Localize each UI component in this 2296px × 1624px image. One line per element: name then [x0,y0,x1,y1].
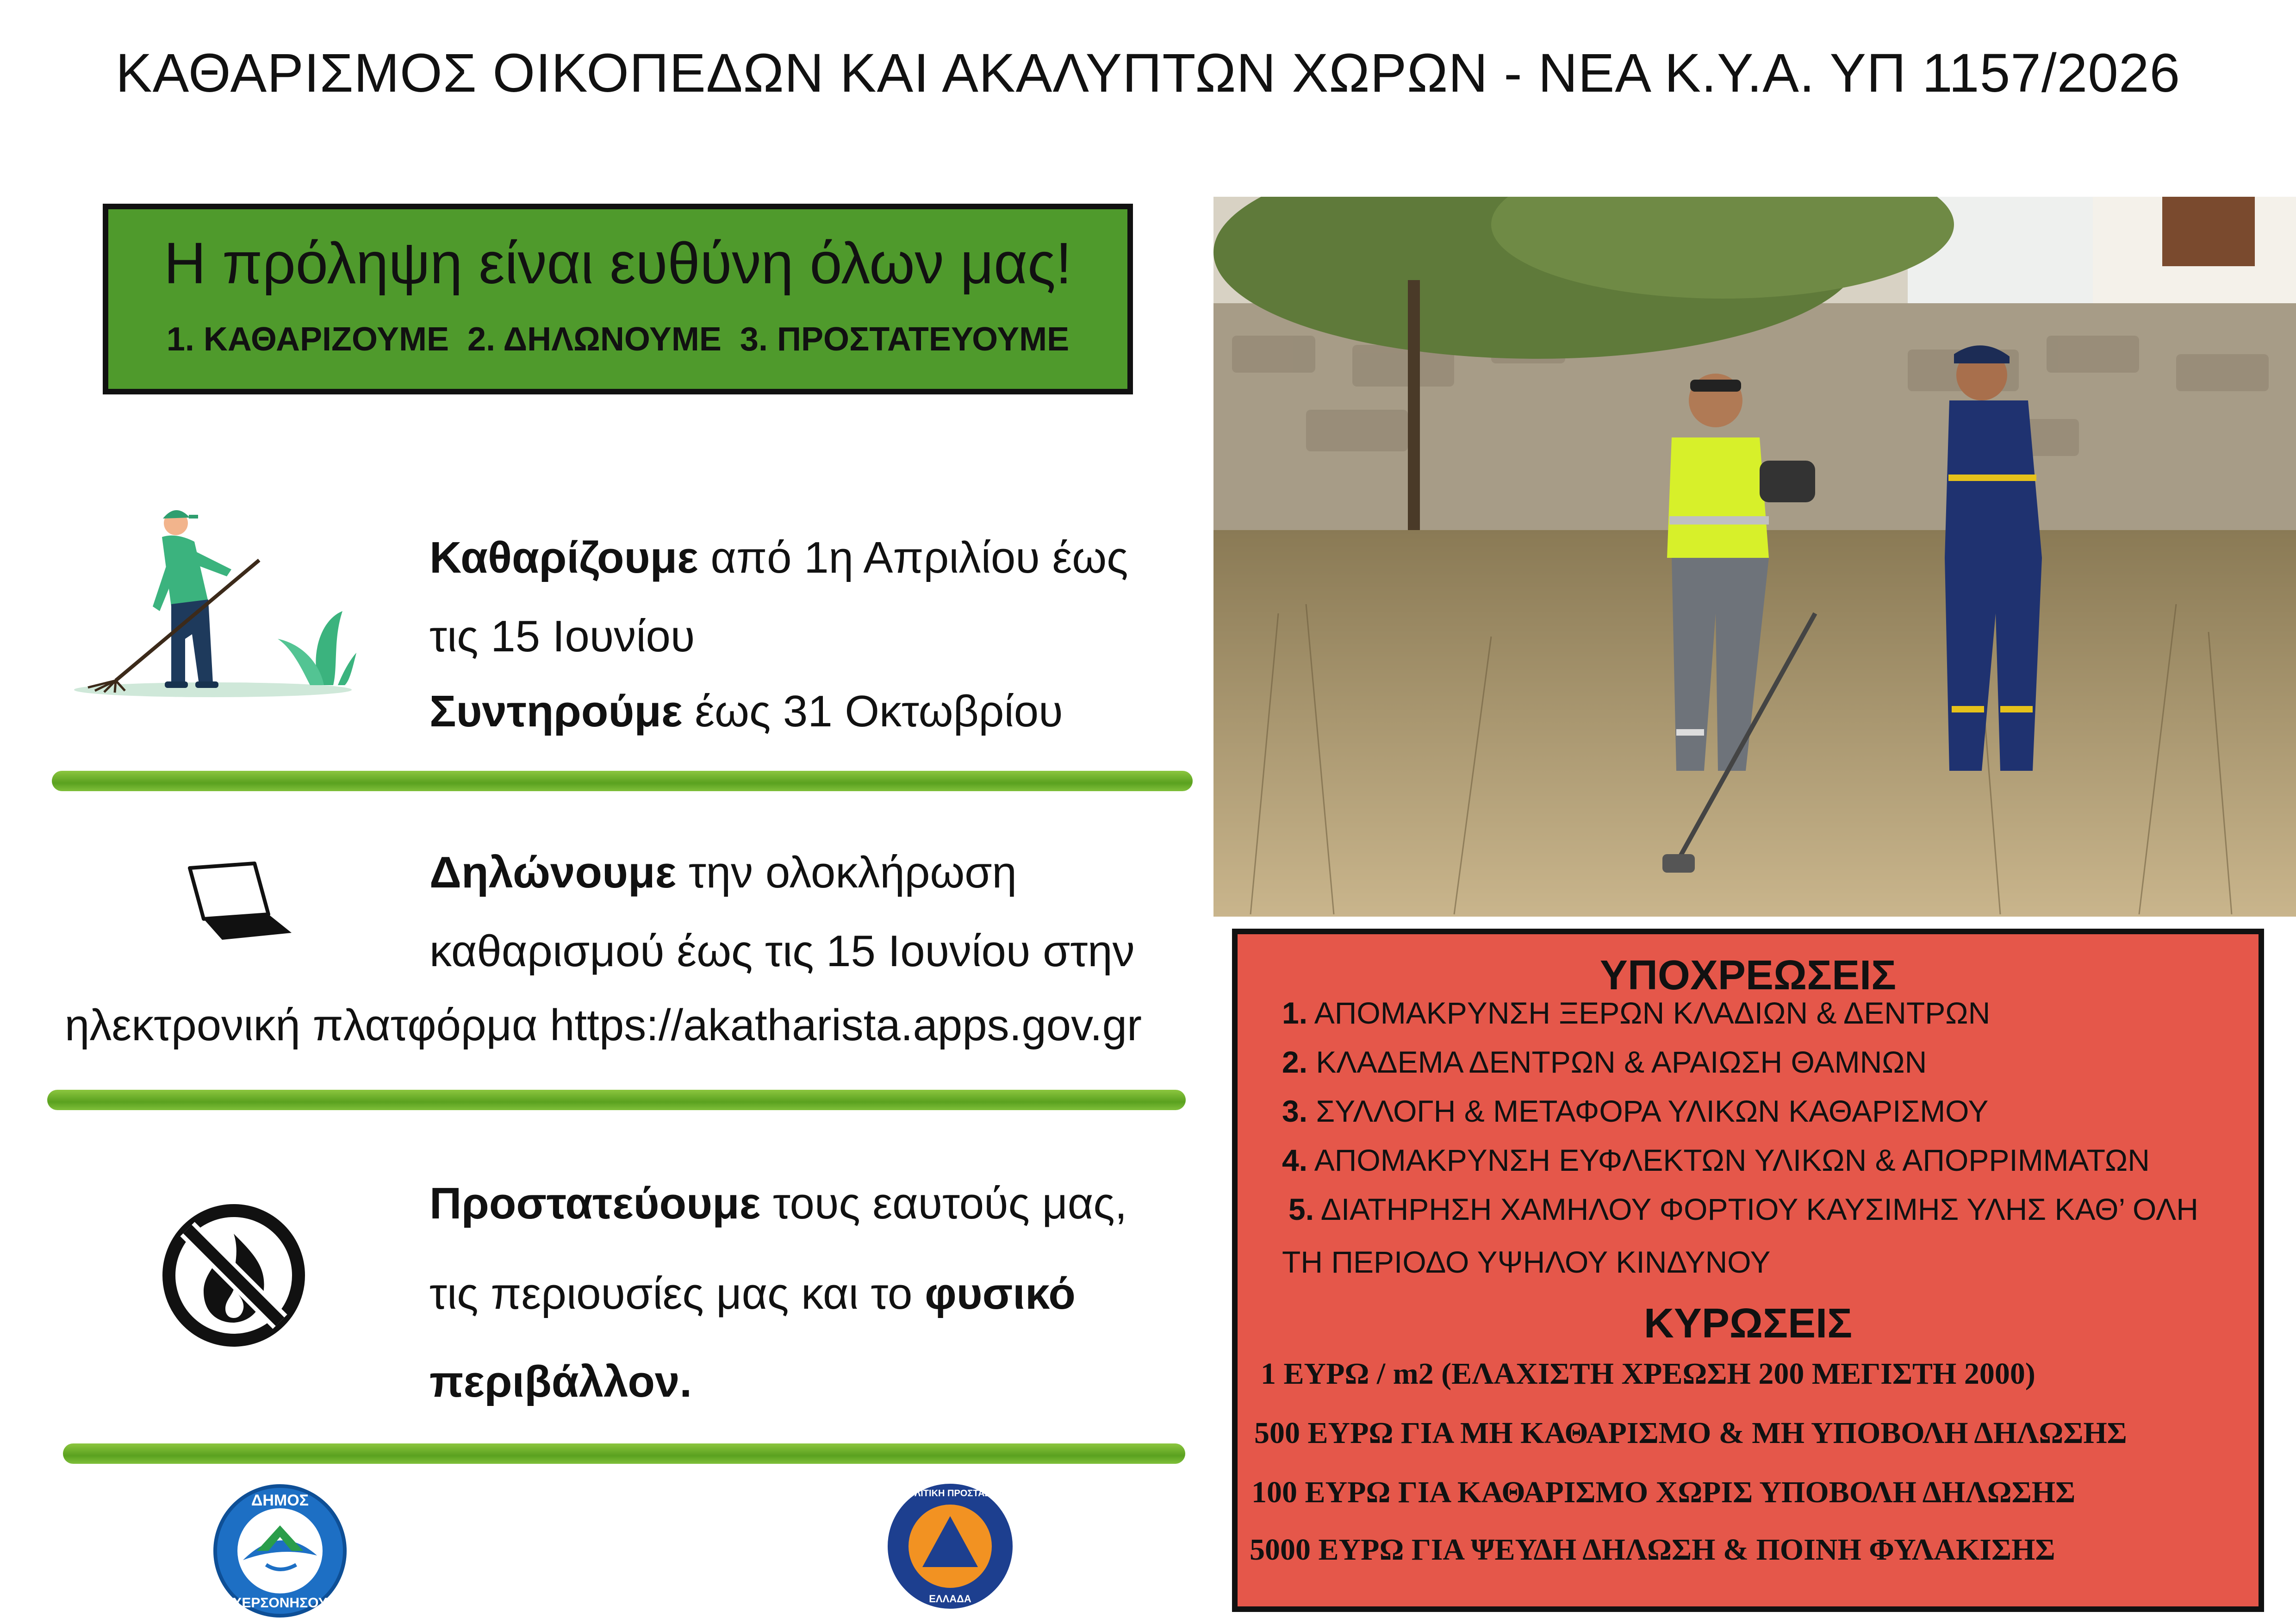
no-fire-icon [160,1201,308,1349]
clean-text: από 1η Απριλίου έως [698,533,1128,582]
page-title: ΚΑΘΑΡΙΣΜΟΣ ΟΙΚΟΠΕΔΩΝ ΚΑΙ ΑΚΑΛΥΠΤΩΝ ΧΩΡΩΝ - ΝΕΑ Κ.Υ.Α. ΥΠ 1157/2026 [115,43,2181,104]
declare-text: την ολοκλήρωση [676,848,1017,897]
dimos-logo-top: ΔΗΜΟΣ [251,1492,309,1509]
maintain-line [429,672,1063,751]
slogan-banner [103,204,1133,394]
obligation-item [1282,995,1990,1031]
sanction-item: 100 ΕΥΡΩ ΓΙΑ ΚΑΘΑΡΙΣΜΟ ΧΩΡΙΣ ΥΠΟΒΟΛΗ ΔΗΛΩΣΗΣ [1251,1475,2076,1509]
protect-line-3 [429,1343,692,1421]
obligation-num: 2. [1282,1045,1308,1079]
protect-text-2: τις περιουσίες μας και το [429,1269,925,1318]
obligation-item [1282,1093,1988,1129]
declare-line-2: καθαρισμού έως τις 15 Ιουνίου στην [429,926,1135,976]
slogan-steps: 1. ΚΑΘΑΡΙΖΟΥΜΕ 2. ΔΗΛΩΝΟΥΜΕ 3. ΠΡΟΣΤΑΤΕΥΟΥΜΕ [166,321,1070,358]
obligation-num: 3. [1282,1094,1308,1128]
civil-protection-logo [883,1479,1017,1613]
civil-protection-logo-bottom: ΕΛΛΑΔΑ [929,1593,971,1605]
protect-bold-3: περιβάλλον. [429,1357,692,1406]
sanction-item: 5000 ΕΥΡΩ ΓΙΑ ΨΕΥΔΗ ΔΗΛΩΣΗ & ΠΟΙΝΗ ΦΥΛΑΚΙΣΗΣ [1250,1533,2055,1567]
slogan-headline: Η πρόληψη είναι ευθύνη όλων μας! [164,231,1072,296]
dimos-chersonisou-logo [211,1481,349,1620]
obligation-num: 4. [1282,1143,1308,1177]
declare-line-1 [429,833,1017,912]
section-divider-3 [63,1443,1185,1464]
protect-line-1 [429,1164,1127,1243]
obligation-text: ΑΠΟΜΑΚΡΥΝΣΗ ΕΥΦΛΕΚΤΩΝ ΥΛΙΚΩΝ & ΑΠΟΡΡΙΜΜΑΤΩΝ [1307,1143,2150,1177]
section-divider-2 [47,1090,1186,1110]
workers-clearing-vegetation-photo [1213,197,2296,917]
protect-text: τους εαυτούς μας, [760,1179,1127,1228]
sanction-item: 500 ΕΥΡΩ ΓΙΑ ΜΗ ΚΑΘΑΡΙΣΜΟ & ΜΗ ΥΠΟΒΟΛΗ ΔΗΛΩΣΗΣ [1254,1416,2127,1450]
obligation-num: 5. [1288,1192,1314,1226]
laptop-icon [180,854,296,947]
obligations-panel [1232,929,2264,1612]
obligation-item [1288,1192,2198,1227]
dimos-logo-bottom: ΧΕΡΣΟΝΗΣΟΥ [232,1595,328,1611]
clean-line-1 [429,518,1128,597]
obligation-item [1282,1044,1927,1080]
clean-bold: Καθαρίζουμε [429,533,698,582]
section-divider-1 [52,771,1193,791]
obligation-item [1282,1143,2150,1178]
protect-bold: Προστατεύουμε [429,1179,761,1228]
obligation-text: ΣΥΛΛΟΓΗ & ΜΕΤΑΦΟΡΑ ΥΛΙΚΩΝ ΚΑΘΑΡΙΣΜΟΥ [1307,1094,1989,1128]
gardener-raking-icon [60,500,356,704]
maintain-bold: Συντηρούμε [429,687,683,736]
sanction-item: 1 ΕΥΡΩ / m2 (ΕΛΑΧΙΣΤΗ ΧΡΕΩΣΗ 200 ΜΕΓΙΣΤΗ 2000) [1261,1357,2035,1391]
maintain-text: έως 31 Οκτωβρίου [682,687,1063,736]
protect-bold-2: φυσικό [925,1269,1076,1318]
obligation-text: ΑΠΟΜΑΚΡΥΝΣΗ ΞΕΡΩΝ ΚΛΑΔΙΩΝ & ΔΕΝΤΡΩΝ [1307,996,1991,1030]
sanctions-heading: ΚΥΡΩΣΕΙΣ [1643,1300,1853,1347]
declare-line-3: ηλεκτρονική πλατφόρμα https://akatharista.apps.gov.gr [65,1000,1142,1050]
obligations-heading: ΥΠΟΧΡΕΩΣΕΙΣ [1599,952,1897,999]
obligation-item-continued: ΤΗ ΠΕΡΙΟΔΟ ΥΨΗΛΟΥ ΚΙΝΔΥΝΟΥ [1282,1245,1771,1279]
protect-line-2 [429,1255,1076,1333]
civil-protection-logo-top: ΠΟΛΙΤΙΚΗ ΠΡΟΣΤΑΣΙΑ [901,1488,1000,1499]
declare-bold: Δηλώνουμε [429,848,677,897]
obligation-text: ΔΙΑΤΗΡΗΣΗ ΧΑΜΗΛΟΥ ΦΟΡΤΙΟΥ ΚΑΥΣΙΜΗΣ ΥΛΗΣ ΚΑΘ’ ΟΛΗ [1314,1192,2198,1226]
obligation-num: 1. [1282,996,1308,1030]
clean-line-2: τις 15 Ιουνίου [429,612,695,661]
obligation-text: ΚΛΑΔΕΜΑ ΔΕΝΤΡΩΝ & ΑΡΑΙΩΣΗ ΘΑΜΝΩΝ [1307,1045,1927,1079]
